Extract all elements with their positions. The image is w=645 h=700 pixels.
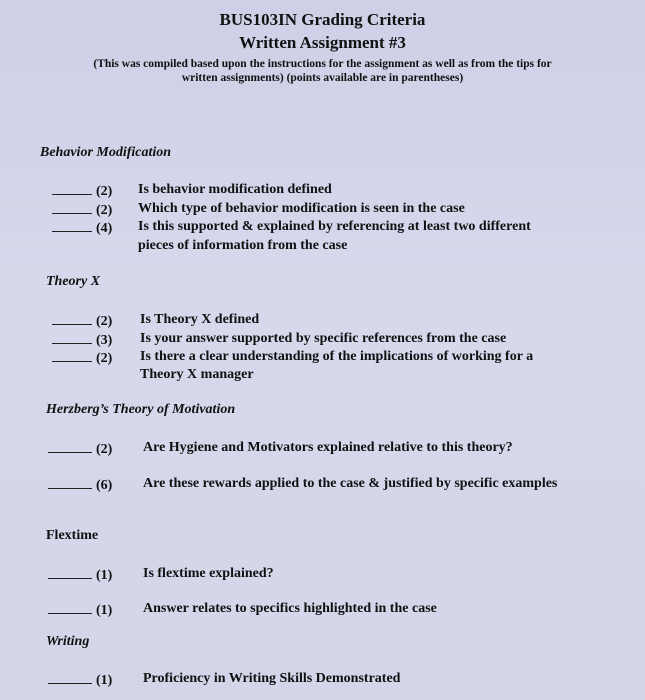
score-blank[interactable] (48, 602, 92, 614)
criteria-text: Are these rewards applied to the case & justified by specific examples (143, 476, 558, 491)
points-value: (2) (96, 314, 113, 329)
criteria-text: Which type of behavior modification is seen in the case (138, 201, 465, 216)
points-value: (3) (96, 333, 113, 348)
score-blank[interactable] (52, 183, 92, 195)
criteria-text: Is behavior modification defined (138, 182, 332, 197)
note-line-2: written assignments) (points available are in parentheses) (181, 72, 464, 84)
section-title-theory-x: Theory X (46, 274, 101, 289)
score-blank[interactable] (52, 220, 92, 232)
score-blank[interactable] (48, 477, 92, 489)
points-value: (1) (96, 673, 113, 688)
section-title-writing: Writing (46, 634, 90, 649)
criteria-text: Is Theory X defined (140, 312, 260, 327)
note-line-1: (This was compiled based upon the instructions for the assignment as well as from the tips for (93, 58, 552, 70)
criteria-text: Is this supported & explained by referencing at least two different (138, 219, 531, 234)
section-title-behavior-modification: Behavior Modification (40, 145, 172, 160)
points-value: (1) (96, 568, 113, 583)
criteria-text: Is your answer supported by specific references from the case (140, 331, 507, 346)
criteria-item (52, 182, 112, 200)
criteria-text: Is there a clear understanding of the implications of working for a (140, 349, 534, 364)
criteria-text: Proficiency in Writing Skills Demonstrated (143, 671, 401, 686)
page-title: BUS103IN Grading Criteria (219, 10, 426, 29)
page-subtitle: Written Assignment #3 (239, 33, 406, 52)
criteria-text: Answer relates to specifics highlighted in the case (143, 601, 437, 616)
score-blank[interactable] (52, 202, 92, 214)
points-value: (6) (96, 478, 113, 493)
criteria-text-continued: pieces of information from the case (138, 238, 348, 253)
criteria-item (52, 312, 112, 330)
points-value: (2) (96, 184, 113, 199)
criteria-item (48, 671, 112, 689)
criteria-text-continued: Theory X manager (140, 367, 254, 382)
points-value: (4) (96, 221, 113, 236)
points-value: (2) (96, 203, 113, 218)
criteria-item (52, 219, 112, 237)
section-title-flextime: Flextime (46, 528, 99, 543)
score-blank[interactable] (52, 350, 92, 362)
criteria-item (52, 349, 112, 367)
section-title-herzberg: Herzberg’s Theory of Motivation (46, 402, 236, 417)
score-blank[interactable] (52, 313, 92, 325)
score-blank[interactable] (48, 672, 92, 684)
criteria-item (48, 601, 112, 619)
criteria-item (52, 201, 112, 219)
criteria-item (52, 331, 112, 349)
score-blank[interactable] (48, 567, 92, 579)
score-blank[interactable] (52, 332, 92, 344)
criteria-text: Is flextime explained? (143, 566, 274, 581)
points-value: (2) (96, 351, 113, 366)
points-value: (2) (96, 442, 113, 457)
score-blank[interactable] (48, 441, 92, 453)
criteria-text: Are Hygiene and Motivators explained relative to this theory? (143, 440, 513, 455)
points-value: (1) (96, 603, 113, 618)
criteria-item (48, 440, 112, 458)
criteria-item (48, 566, 112, 584)
criteria-item (48, 476, 112, 494)
